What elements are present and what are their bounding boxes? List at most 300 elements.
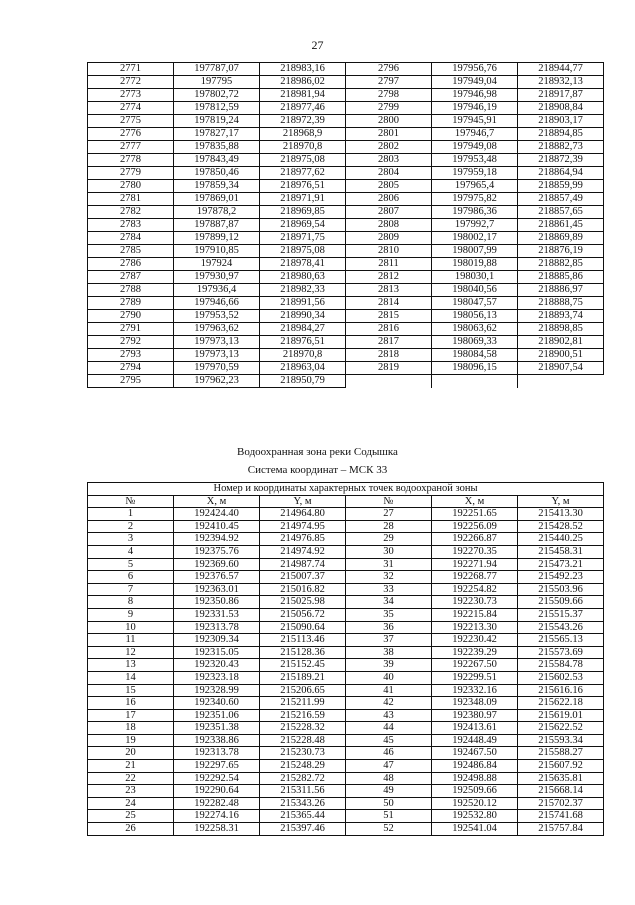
table-cell: 2771 — [88, 63, 174, 76]
table-cell: 2784 — [88, 232, 174, 245]
table-cell: 218903,17 — [518, 115, 604, 128]
table-cell: 218972,39 — [260, 115, 346, 128]
table-cell: 192313.78 — [174, 747, 260, 760]
table-cell: 218969,85 — [260, 206, 346, 219]
table-cell: 192320.43 — [174, 659, 260, 672]
table-cell: 2796 — [346, 63, 432, 76]
table-cell: 214964.80 — [260, 508, 346, 521]
table-cell: 2792 — [88, 336, 174, 349]
table-cell: 214987.74 — [260, 558, 346, 571]
table-cell: 197802,72 — [174, 89, 260, 102]
table-cell: 197936,4 — [174, 284, 260, 297]
table-cell: 197869,01 — [174, 193, 260, 206]
table-cell: 198040,56 — [432, 284, 518, 297]
table-cell: 215025.98 — [260, 596, 346, 609]
table-cell: 2807 — [346, 206, 432, 219]
table-row — [88, 245, 604, 258]
table-cell: 198084,58 — [432, 349, 518, 362]
table-row — [88, 571, 604, 584]
table-row — [88, 596, 604, 609]
table-cell: 215228.32 — [260, 722, 346, 735]
table-cell: 197887,87 — [174, 219, 260, 232]
table-cell: 2777 — [88, 141, 174, 154]
table-cell: 2802 — [346, 141, 432, 154]
table-cell: 197787,07 — [174, 63, 260, 76]
table-cell: 215282.72 — [260, 772, 346, 785]
table-cell: 218859,99 — [518, 180, 604, 193]
table-cell: 28 — [346, 520, 432, 533]
table-cell: 192268.77 — [432, 571, 518, 584]
table-cell: 214976.85 — [260, 533, 346, 546]
table-cell: 197899,12 — [174, 232, 260, 245]
table-row — [88, 621, 604, 634]
table-row — [88, 785, 604, 798]
table-row — [88, 558, 604, 571]
table-cell: 2793 — [88, 349, 174, 362]
table-cell: 192313.78 — [174, 621, 260, 634]
table-cell: 2772 — [88, 76, 174, 89]
table-row — [88, 545, 604, 558]
table-cell: 2814 — [346, 297, 432, 310]
table-cell: 197812,59 — [174, 102, 260, 115]
table-cell: 2775 — [88, 115, 174, 128]
table-cell: 218980,63 — [260, 271, 346, 284]
table-cell: 215602.53 — [518, 671, 604, 684]
table-cell: 2808 — [346, 219, 432, 232]
table-cell: 215607.92 — [518, 760, 604, 773]
table-cell: 218970,8 — [260, 141, 346, 154]
table-cell: 7 — [88, 583, 174, 596]
table-cell: 13 — [88, 659, 174, 672]
table-row — [88, 583, 604, 596]
table-cell: 198019,88 — [432, 258, 518, 271]
table-cell: 215016.82 — [260, 583, 346, 596]
table-cell: 9 — [88, 608, 174, 621]
table-cell: 197843,49 — [174, 154, 260, 167]
table-cell: 39 — [346, 659, 432, 672]
table-cell: 215565.13 — [518, 634, 604, 647]
table-cell: 215619.01 — [518, 709, 604, 722]
table-row — [88, 760, 604, 773]
table-cell: 218991,56 — [260, 297, 346, 310]
table-cell: 198002,17 — [432, 232, 518, 245]
table-cell: 2812 — [346, 271, 432, 284]
table-cell: 218986,02 — [260, 76, 346, 89]
table-cell: 197965,4 — [432, 180, 518, 193]
table-cell: 192331.53 — [174, 608, 260, 621]
table-cell: 197878,2 — [174, 206, 260, 219]
table-cell: 218975,08 — [260, 245, 346, 258]
table-row — [88, 102, 604, 115]
table-cell: 215090.64 — [260, 621, 346, 634]
water-zone-coordinates-table — [87, 482, 604, 836]
table-cell: 218900,51 — [518, 349, 604, 362]
table-cell: 2815 — [346, 310, 432, 323]
table-cell: 14 — [88, 671, 174, 684]
table-row — [88, 772, 604, 785]
table-cell — [518, 375, 604, 388]
column-header: Y, м — [260, 495, 346, 508]
table-cell: 2803 — [346, 154, 432, 167]
table-cell: 218968,9 — [260, 128, 346, 141]
table-cell: 215343.26 — [260, 797, 346, 810]
table-cell: 22 — [88, 772, 174, 785]
table-row — [88, 362, 604, 375]
table-cell: 2787 — [88, 271, 174, 284]
table-cell: 2791 — [88, 323, 174, 336]
coordinate-system-heading: Система координат – МСК 33 — [247, 464, 388, 476]
table-cell: 2785 — [88, 245, 174, 258]
table-cell: 218869,89 — [518, 232, 604, 245]
table-row — [88, 232, 604, 245]
table-cell: 2782 — [88, 206, 174, 219]
table-cell: 2800 — [346, 115, 432, 128]
table-cell: 41 — [346, 684, 432, 697]
table-cell: 192290.64 — [174, 785, 260, 798]
table-cell: 192271.94 — [432, 558, 518, 571]
table-cell: 192332.16 — [432, 684, 518, 697]
table-cell: 197946,66 — [174, 297, 260, 310]
table-cell: 5 — [88, 558, 174, 571]
table-cell: 218876,19 — [518, 245, 604, 258]
table-cell: 40 — [346, 671, 432, 684]
table-row — [88, 349, 604, 362]
table-cell: 192350.86 — [174, 596, 260, 609]
table-cell: 218984,27 — [260, 323, 346, 336]
table-cell: 218857,49 — [518, 193, 604, 206]
table-row — [88, 375, 604, 388]
table-cell: 198063,62 — [432, 323, 518, 336]
table-cell: 192213.30 — [432, 621, 518, 634]
table-cell: 12 — [88, 646, 174, 659]
table-row — [88, 284, 604, 297]
table-row — [88, 797, 604, 810]
table-row — [88, 167, 604, 180]
table-cell: 197970,59 — [174, 362, 260, 375]
column-header: № — [88, 495, 174, 508]
table-cell: 198056,13 — [432, 310, 518, 323]
table-cell: 30 — [346, 545, 432, 558]
table-cell: 197953,52 — [174, 310, 260, 323]
table-row — [88, 180, 604, 193]
table-row — [88, 508, 604, 521]
table-cell: 192267.50 — [432, 659, 518, 672]
table-cell: 215228.48 — [260, 734, 346, 747]
table-cell: 2805 — [346, 180, 432, 193]
table-row — [88, 128, 604, 141]
table-cell: 192380.97 — [432, 709, 518, 722]
table-cell: 2790 — [88, 310, 174, 323]
table-cell: 197819,24 — [174, 115, 260, 128]
table-cell: 26 — [88, 823, 174, 836]
table-cell: 218978,41 — [260, 258, 346, 271]
table-cell: 2799 — [346, 102, 432, 115]
table-cell: 48 — [346, 772, 432, 785]
table-cell: 42 — [346, 697, 432, 710]
table-cell: 2786 — [88, 258, 174, 271]
table-cell: 192299.51 — [432, 671, 518, 684]
table-cell: 218872,39 — [518, 154, 604, 167]
table-cell: 218971,75 — [260, 232, 346, 245]
table-cell: 2781 — [88, 193, 174, 206]
table-row — [88, 336, 604, 349]
table-cell: 218902,81 — [518, 336, 604, 349]
table-cell: 37 — [346, 634, 432, 647]
table-cell: 45 — [346, 734, 432, 747]
table-cell: 215635.81 — [518, 772, 604, 785]
table-cell: 215668.14 — [518, 785, 604, 798]
table-row — [88, 219, 604, 232]
table-cell: 192363.01 — [174, 583, 260, 596]
table-row — [88, 206, 604, 219]
table-cell: 197946,19 — [432, 102, 518, 115]
table-cell: 197827,17 — [174, 128, 260, 141]
table-cell: 192274.16 — [174, 810, 260, 823]
table-cell: 218857,65 — [518, 206, 604, 219]
table-cell: 198047,57 — [432, 297, 518, 310]
table-cell: 218932,13 — [518, 76, 604, 89]
table-cell: 192297.65 — [174, 760, 260, 773]
table-cell: 214974.95 — [260, 520, 346, 533]
table-cell: 218950,79 — [260, 375, 346, 388]
table-cell: 2789 — [88, 297, 174, 310]
table-cell: 2778 — [88, 154, 174, 167]
table-cell: 2780 — [88, 180, 174, 193]
table-cell: 2783 — [88, 219, 174, 232]
table-cell: 192509.66 — [432, 785, 518, 798]
table-cell: 215584.78 — [518, 659, 604, 672]
table-caption: Номер и координаты характерных точек водоохраной зоны — [88, 483, 604, 496]
table-cell: 197835,88 — [174, 141, 260, 154]
table-cell: 21 — [88, 760, 174, 773]
table-cell: 192410.45 — [174, 520, 260, 533]
table-cell: 52 — [346, 823, 432, 836]
table-cell: 50 — [346, 797, 432, 810]
table-cell: 192258.31 — [174, 823, 260, 836]
table-cell: 218894,85 — [518, 128, 604, 141]
column-header: № — [346, 495, 432, 508]
table-cell: 6 — [88, 571, 174, 584]
table-cell: 192309.34 — [174, 634, 260, 647]
table-row — [88, 747, 604, 760]
table-cell: 215056.72 — [260, 608, 346, 621]
column-header: X, м — [432, 495, 518, 508]
table-cell: 218907,54 — [518, 362, 604, 375]
table-cell: 197973,13 — [174, 349, 260, 362]
table-cell: 215365.44 — [260, 810, 346, 823]
table-cell: 218908,84 — [518, 102, 604, 115]
table-cell: 192532.80 — [432, 810, 518, 823]
table-cell: 215588.27 — [518, 747, 604, 760]
table-cell: 2797 — [346, 76, 432, 89]
table-cell: 215492.23 — [518, 571, 604, 584]
table-cell: 2811 — [346, 258, 432, 271]
table-cell: 192230.73 — [432, 596, 518, 609]
table-row — [88, 115, 604, 128]
table-cell: 19 — [88, 734, 174, 747]
table-cell: 192266.87 — [432, 533, 518, 546]
table-cell: 218861,45 — [518, 219, 604, 232]
table-row — [88, 141, 604, 154]
table-cell: 218864,94 — [518, 167, 604, 180]
table-cell: 197910,85 — [174, 245, 260, 258]
table-row — [88, 659, 604, 672]
table-cell: 8 — [88, 596, 174, 609]
table-cell: 218971,91 — [260, 193, 346, 206]
table-cell: 215702.37 — [518, 797, 604, 810]
table-cell: 215616.16 — [518, 684, 604, 697]
table-row — [88, 271, 604, 284]
table-cell: 192467.50 — [432, 747, 518, 760]
table-cell: 20 — [88, 747, 174, 760]
table-cell: 215593.34 — [518, 734, 604, 747]
table-cell: 198007,99 — [432, 245, 518, 258]
table-cell: 218898,85 — [518, 323, 604, 336]
table-cell: 218969,54 — [260, 219, 346, 232]
coordinates-table-continued — [87, 62, 604, 388]
table-cell — [432, 375, 518, 388]
table-row — [88, 684, 604, 697]
table-cell: 215741.68 — [518, 810, 604, 823]
table-cell: 198030,1 — [432, 271, 518, 284]
table-cell: 2816 — [346, 323, 432, 336]
table-cell: 10 — [88, 621, 174, 634]
table-row — [88, 297, 604, 310]
table-cell: 218886,97 — [518, 284, 604, 297]
table-cell: 215397.46 — [260, 823, 346, 836]
table-cell: 3 — [88, 533, 174, 546]
table-cell: 197956,76 — [432, 63, 518, 76]
table-cell: 198096,15 — [432, 362, 518, 375]
table-cell: 2776 — [88, 128, 174, 141]
table-cell: 218970,8 — [260, 349, 346, 362]
table-cell: 197973,13 — [174, 336, 260, 349]
table-cell: 215206.65 — [260, 684, 346, 697]
table-cell: 215622.18 — [518, 697, 604, 710]
table-cell: 218990,34 — [260, 310, 346, 323]
table-cell: 192541.04 — [432, 823, 518, 836]
table-cell: 192348.09 — [432, 697, 518, 710]
table-cell: 192413.61 — [432, 722, 518, 735]
table-cell: 218917,87 — [518, 89, 604, 102]
table-cell: 218977,46 — [260, 102, 346, 115]
table-cell: 197859,34 — [174, 180, 260, 193]
table-cell: 2798 — [346, 89, 432, 102]
table-cell: 215440.25 — [518, 533, 604, 546]
table-cell: 2804 — [346, 167, 432, 180]
table-row — [88, 520, 604, 533]
table-row — [88, 722, 604, 735]
table-cell: 192230.42 — [432, 634, 518, 647]
table-cell: 197795 — [174, 76, 260, 89]
table-cell: 192448.49 — [432, 734, 518, 747]
table-cell: 215152.45 — [260, 659, 346, 672]
table-cell: 218944,77 — [518, 63, 604, 76]
table-cell: 215458.31 — [518, 545, 604, 558]
table-cell: 2810 — [346, 245, 432, 258]
table-cell: 192282.48 — [174, 797, 260, 810]
table-cell: 2809 — [346, 232, 432, 245]
section-heading-water-zone: Водоохранная зона реки Содышка — [237, 446, 398, 458]
table-cell: 197962,23 — [174, 375, 260, 388]
table-cell: 218981,94 — [260, 89, 346, 102]
table-cell: 16 — [88, 697, 174, 710]
table-cell: 197963,62 — [174, 323, 260, 336]
table-cell: 192340.60 — [174, 697, 260, 710]
table-cell: 192351.38 — [174, 722, 260, 735]
table-cell: 49 — [346, 785, 432, 798]
table-cell: 44 — [346, 722, 432, 735]
table-cell: 192239.29 — [432, 646, 518, 659]
table-cell: 218977,62 — [260, 167, 346, 180]
table-cell: 31 — [346, 558, 432, 571]
table-cell: 218893,74 — [518, 310, 604, 323]
table-cell: 192369.60 — [174, 558, 260, 571]
table-cell: 43 — [346, 709, 432, 722]
table-cell: 197930,97 — [174, 271, 260, 284]
table-cell: 2819 — [346, 362, 432, 375]
table-cell: 192520.12 — [432, 797, 518, 810]
table-cell: 11 — [88, 634, 174, 647]
table-cell: 2813 — [346, 284, 432, 297]
table-cell: 218975,08 — [260, 154, 346, 167]
table-cell: 34 — [346, 596, 432, 609]
table-cell: 17 — [88, 709, 174, 722]
table-cell: 197953,48 — [432, 154, 518, 167]
table-row — [88, 76, 604, 89]
table-row — [88, 258, 604, 271]
table-cell: 197946,98 — [432, 89, 518, 102]
table-cell: 215248.29 — [260, 760, 346, 773]
table-row — [88, 323, 604, 336]
table-cell: 218888,75 — [518, 297, 604, 310]
table-cell: 192351.06 — [174, 709, 260, 722]
table-cell: 215509.66 — [518, 596, 604, 609]
table-cell: 192215.84 — [432, 608, 518, 621]
table-cell: 192424.40 — [174, 508, 260, 521]
table-cell: 192315.05 — [174, 646, 260, 659]
table-cell: 18 — [88, 722, 174, 735]
table-cell: 15 — [88, 684, 174, 697]
table-cell: 218882,73 — [518, 141, 604, 154]
table-cell: 197924 — [174, 258, 260, 271]
table-cell: 197975,82 — [432, 193, 518, 206]
table-cell: 215113.46 — [260, 634, 346, 647]
table-cell: 197850,46 — [174, 167, 260, 180]
table-cell: 215573.69 — [518, 646, 604, 659]
table-cell: 197986,36 — [432, 206, 518, 219]
table-cell: 198069,33 — [432, 336, 518, 349]
table-cell: 215503.96 — [518, 583, 604, 596]
table-row — [88, 734, 604, 747]
table-cell: 215428.52 — [518, 520, 604, 533]
table-cell: 218982,33 — [260, 284, 346, 297]
table-cell: 4 — [88, 545, 174, 558]
table-cell: 218983,16 — [260, 63, 346, 76]
table-cell: 197946,7 — [432, 128, 518, 141]
table-cell: 192328.99 — [174, 684, 260, 697]
table-cell: 214974.92 — [260, 545, 346, 558]
column-header: X, м — [174, 495, 260, 508]
table-row — [88, 646, 604, 659]
table-cell: 2774 — [88, 102, 174, 115]
table-cell: 27 — [346, 508, 432, 521]
table-row — [88, 533, 604, 546]
table-cell: 215515.37 — [518, 608, 604, 621]
table-cell: 218963,04 — [260, 362, 346, 375]
table-cell: 215211.99 — [260, 697, 346, 710]
table-cell: 197992,7 — [432, 219, 518, 232]
